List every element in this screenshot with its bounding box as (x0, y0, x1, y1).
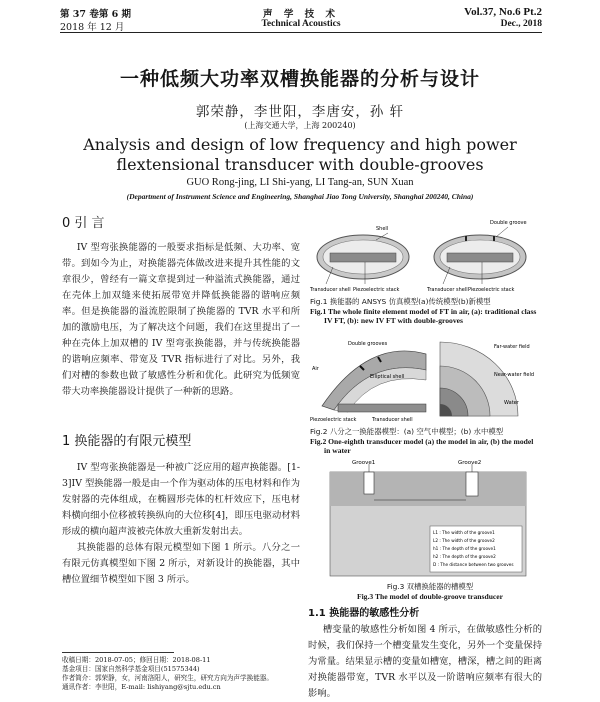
section1-body (62, 460, 300, 588)
fig3-label-groove1: Groove1 (352, 460, 376, 466)
authors-en: GUO Rong-jing, LI Shi-yang, LI Tang-an, SUN Xuan (186, 177, 414, 188)
section0-heading: 0 引 言 (62, 216, 105, 231)
authors-cn: 郭荣静，李世阳，李唐安，孙 轩 (195, 104, 405, 120)
title-en-line2: flextensional transducer with double-grooves (116, 155, 484, 174)
fig2a-label-double-grooves: Double grooves (348, 341, 388, 347)
fig2a-label-transducer-shell: Transducer shell (372, 417, 413, 422)
title-en (60, 135, 540, 175)
footnote-rule (62, 652, 174, 653)
fig3-caption-cn: Fig.3 双槽换能器的槽模型 (386, 582, 474, 591)
figure3-groove-detail (322, 458, 532, 580)
fig3-legend-l2: L2 : The width of the groove2 (433, 538, 495, 543)
title-en-line1: Analysis and design of low frequency and high power (83, 135, 517, 154)
fig3-legend-d: D : The distance between two grooves (433, 562, 514, 567)
fig3-legend-l1: L1 : The width of the groove1 (433, 530, 495, 535)
journal-name-cn: 声 学 技 术 (263, 9, 339, 20)
fig2b-label-near-field: Near-water field (494, 372, 535, 378)
figure2-caption (310, 427, 550, 456)
fig2b-label-water: Water (504, 400, 519, 406)
journal-volume: 第 37 卷第 6 期 (60, 9, 132, 20)
figure3-caption (310, 582, 550, 601)
groove1-shape (364, 472, 374, 494)
section1-paragraph2: 其换能器的总体有限元模型如下图 1 所示。八分之一有限元仿真模型如下图 2 所示，对新设计的换能器，其中槽位置细节模型如下图 3 所示。 (62, 542, 300, 585)
figure2a-model-in-air (322, 351, 426, 412)
fig2a-label-elliptical-shell: Elliptical shell (370, 374, 405, 380)
journal-volume-en: Vol.37, No.6 Pt.2 (464, 6, 542, 18)
groove2-shape (466, 472, 478, 496)
footnote-corresponding: 通讯作者：李世阳，E-mail: lishiyang@sjtu.edu.cn (62, 683, 221, 691)
fig1a-label-shell: Shell (376, 226, 389, 232)
journal-date-en: Dec., 2018 (500, 19, 542, 29)
figure1a-traditional-model (317, 233, 409, 284)
fig3-legend-h2: h2 : The depth of the groove2 (433, 554, 496, 559)
fig3-caption-en: Fig.3 The model of double-groove transducer (356, 591, 504, 601)
footnote-received: 收稿日期：2018-07-05；修回日期：2018-08-11 (62, 656, 211, 664)
affiliation-cn: (上海交通大学，上海 200240) (244, 121, 356, 130)
figure1b-double-groove-model (434, 227, 526, 284)
title-cn: 一种低频大功率双槽换能器的分析与设计 (119, 68, 480, 90)
fig2-caption-en-2: in water (324, 446, 351, 455)
section0-paragraph: IV 型弯张换能器的一般要求指标是低频、大功率、宽带。到如今为止，对换能器壳体做改进来提升其性能的文章很少，曾经有一篇文章提到过一种溢流式换能器，通过在壳体上加双缝来使拓展带宽并降低换能器的谐响应频率。但是换能器的溢流腔限制了换能器的 TVR 水平和所加的激励电压，为了解决这个问题，我们在这里提出了一种在壳体上加双槽的 IV 型弯张换能器，并与传统换能器的谐响应频率、带宽及 TVR 指标进行了对比。另外，我们对槽的参数也做了敏感性分析和优化。此研究为低频宽带大功率换能器设计提供了一种新的思路。 (62, 242, 300, 397)
journal-name-en: Technical Acoustics (261, 19, 341, 29)
fig1b-label-grooves: Double groove (490, 220, 527, 226)
fig2-caption-cn: Fig.2 八分之一换能器模型：(a) 空气中模型；(b) 水中模型 (310, 427, 504, 436)
fig3-label-groove2: Groove2 (458, 460, 482, 466)
footnotes (62, 656, 300, 692)
section1-paragraph1: IV 型弯张换能器是一种被广泛应用的超声换能器。[1-3]IV 型换能器一般是由一个作为驱动体的压电材料和作为发射器的壳体组成，在椭圆形壳体的杠杆效应下，压电材料横向细小位移被转换纵向的大位移[4]，即压电驱动材料形成的横向超声波被壳体放大重新发射出去。 (62, 462, 300, 537)
fig2a-label-stack: Piezoelectric stack (310, 417, 357, 422)
journal-date-cn: 2018 年 12 月 (60, 22, 125, 33)
section11-paragraph: 槽变量的敏感性分析如图 4 所示，在做敏感性分析的时候，我们保持一个槽变量发生变化，另外一个变量保持为常量。结果显示槽的变量如槽宽，槽深，槽之间的距离对换能器带宽，TVR 水平以及一阶谐响应频率有很大的影响。 (308, 624, 542, 699)
section0-body (62, 240, 300, 400)
fig1b-label-transducer-shell: Transducer shell (427, 287, 468, 293)
footnote-funding: 基金项目：国家自然科学基金项目(51575344) (62, 665, 200, 673)
fig1-caption-en-1: Fig.1 The whole finite element model of FT in air, (a): traditional class (310, 306, 537, 316)
running-header (60, 6, 542, 33)
figure1-caption (310, 297, 550, 326)
fig1-caption-en-2: IV FT, (b): new IV FT with double-grooves (324, 316, 463, 325)
fig1a-label-transducer-shell: Transducer shell (310, 287, 351, 293)
fig1-caption-cn: Fig.1 换能器的 ANSYS 仿真模型(a)传统模型(b)新模型 (310, 297, 491, 306)
fig2a-label-air: Air (312, 366, 319, 372)
affiliation-en: (Department of Instrument Science and Engineering, Shanghai Jiao Tong University, Shanghai 200240, China) (126, 192, 474, 201)
fig2-caption-en-1: Fig.2 One-eighth transducer model (a) the model in air, (b) the model (310, 436, 534, 446)
section11-heading: 1.1 换能器的敏感性分析 (308, 608, 420, 619)
figure1-fea-models (308, 212, 543, 294)
section11-body (308, 622, 542, 702)
figure2-one-eighth-models (308, 336, 543, 422)
fig1b-label-stack: Piezoelectric stack (468, 287, 515, 293)
footnote-author: 作者简介：郭荣静，女，河南洛阳人，研究生，研究方向为声学换能器。 (62, 674, 273, 682)
fig3-legend-h1: h1 : The depth of the groove1 (433, 546, 496, 551)
fig1a-label-stack: Piezoelectric stack (353, 287, 400, 293)
fig2b-label-far-field: Far-water field (494, 344, 530, 350)
section1-heading: 1 换能器的有限元模型 (62, 434, 192, 449)
